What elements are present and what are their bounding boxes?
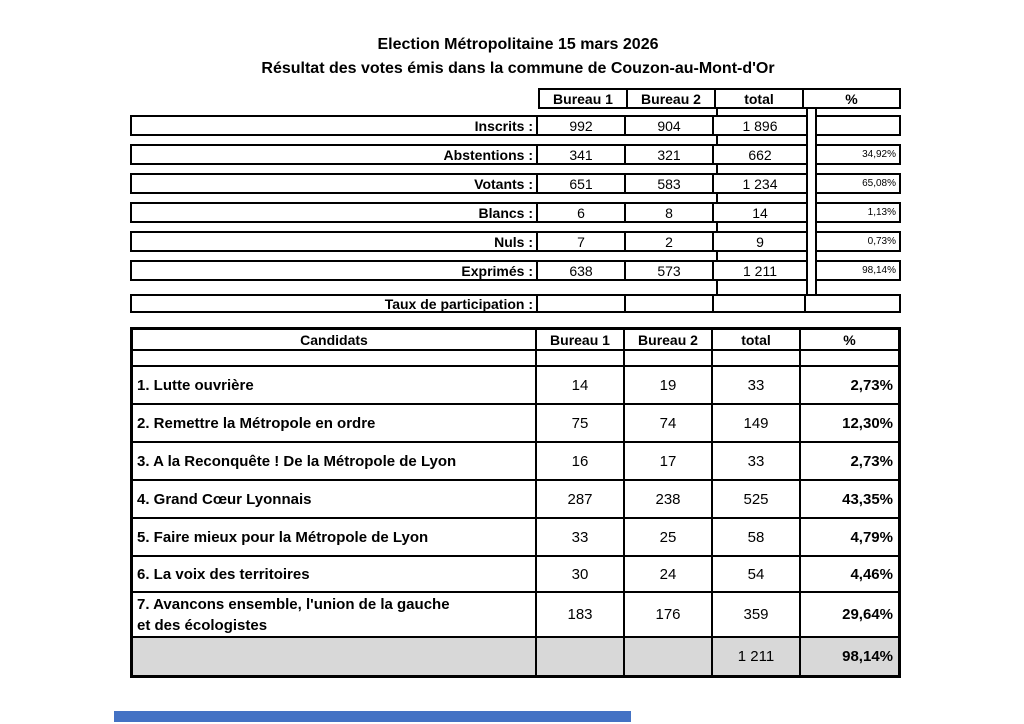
nuls-label: Nuls :: [494, 233, 533, 250]
total-row-total-value: 1 211: [713, 638, 801, 675]
nuls-bureau2: 2: [624, 233, 712, 250]
candidate-4-bureau2: 238: [625, 481, 713, 517]
candidate-2-bureau2: 74: [625, 405, 713, 441]
total-row-bureau2-cell: [625, 638, 713, 675]
summary-row-exprimes: [130, 260, 808, 281]
blancs-total: 14: [712, 204, 806, 221]
exprimes-label: Exprimés :: [461, 262, 533, 279]
summary-row-nuls: [130, 231, 808, 252]
summary-header-row: [538, 88, 901, 109]
votants-bureau1: 651: [536, 175, 624, 192]
abstentions-bureau1: 341: [536, 146, 624, 163]
votants-label: Votants :: [474, 175, 533, 192]
nuls-bureau1: 7: [536, 233, 624, 250]
votants-total: 1 234: [712, 175, 806, 192]
candidates-header-bureau2: Bureau 2: [625, 330, 713, 349]
candidates-table: [130, 327, 901, 678]
exprimes-percent-cell: 98,14%: [815, 260, 901, 281]
inscrits-bureau1: 992: [536, 117, 624, 134]
candidates-header-percent: %: [843, 331, 856, 348]
candidate-3-bureau2: 17: [625, 443, 713, 479]
candidate-row-3: [133, 443, 898, 481]
candidate-3-percent: 2,73%: [850, 452, 893, 470]
candidate-row-4: [133, 481, 898, 519]
abstentions-bureau2: 321: [624, 146, 712, 163]
candidate-7-label: 7. Avancons ensemble, l'union de la gauche et des écologistes: [133, 593, 537, 636]
candidate-2-total: 149: [713, 405, 801, 441]
nuls-total: 9: [712, 233, 806, 250]
candidate-7-bureau1: 183: [537, 593, 625, 636]
candidate-6-percent: 4,46%: [850, 565, 893, 583]
candidate-4-label: 4. Grand Cœur Lyonnais: [133, 481, 537, 517]
candidate-row-7: [133, 593, 898, 638]
candidate-7-bureau2: 176: [625, 593, 713, 636]
summary-row-votants: [130, 173, 808, 194]
candidate-6-bureau2: 24: [625, 557, 713, 591]
candidate-row-2: [133, 405, 898, 443]
candidate-1-percent: 2,73%: [850, 376, 893, 394]
candidate-6-total: 54: [713, 557, 801, 591]
abstentions-total: 662: [712, 146, 806, 163]
exprimes-total: 1 211: [712, 262, 806, 279]
candidate-1-bureau1: 14: [537, 367, 625, 403]
total-row-label-cell: [133, 638, 537, 675]
candidate-3-label: 3. A la Reconquête ! De la Métropole de Lyon: [133, 443, 537, 479]
exprimes-bureau1: 638: [536, 262, 624, 279]
candidate-6-label: 6. La voix des territoires: [133, 557, 537, 591]
candidate-7-percent: 29,64%: [842, 606, 893, 623]
candidates-spacer-row: [133, 351, 898, 367]
candidate-6-bureau1: 30: [537, 557, 625, 591]
candidate-5-label: 5. Faire mieux pour la Métropole de Lyon: [133, 519, 537, 555]
candidate-5-bureau2: 25: [625, 519, 713, 555]
candidate-5-bureau1: 33: [537, 519, 625, 555]
page-title-line1: Election Métropolitaine 15 mars 2026: [377, 36, 659, 53]
candidates-total-row: [133, 638, 898, 675]
candidate-1-total: 33: [713, 367, 801, 403]
blancs-bureau2: 8: [624, 204, 712, 221]
candidates-header-row: [133, 330, 898, 351]
header-bureau2: Bureau 2: [628, 90, 716, 107]
candidate-1-bureau2: 19: [625, 367, 713, 403]
candidate-row-1: [133, 367, 898, 405]
participation-bureau1-cell: [536, 296, 624, 311]
inscrits-bureau2: 904: [624, 117, 712, 134]
summary-row-inscrits: [130, 115, 808, 136]
header-percent: %: [845, 90, 858, 107]
summary-row-participation: [130, 294, 901, 313]
abstentions-label: Abstentions :: [443, 146, 533, 163]
candidates-header-bureau1: Bureau 1: [537, 330, 625, 349]
candidate-row-5: [133, 519, 898, 557]
abstentions-percent-cell: 34,92%: [815, 144, 901, 165]
candidate-row-6: [133, 557, 898, 593]
bottom-blue-bar: [114, 711, 631, 722]
candidate-4-bureau1: 287: [537, 481, 625, 517]
candidate-2-label: 2. Remettre la Métropole en ordre: [133, 405, 537, 441]
votants-percent-cell: 65,08%: [815, 173, 901, 194]
summary-row-blancs: [130, 202, 808, 223]
total-row-percent-value: 98,14%: [842, 648, 893, 665]
blancs-bureau1: 6: [536, 204, 624, 221]
page-title-line2: Résultat des votes émis dans la commune de Couzon-au-Mont-d'Or: [261, 60, 775, 77]
candidate-2-bureau1: 75: [537, 405, 625, 441]
participation-bureau2-cell: [624, 296, 712, 311]
inscrits-percent-cell: [815, 115, 901, 136]
participation-total-cell: [712, 296, 804, 311]
inscrits-label: Inscrits :: [474, 117, 533, 134]
candidate-2-percent: 12,30%: [842, 414, 893, 432]
participation-label: Taux de participation :: [384, 295, 533, 312]
participation-percent-cell: [804, 296, 899, 311]
candidate-5-percent: 4,79%: [850, 528, 893, 546]
candidate-4-total: 525: [713, 481, 801, 517]
blancs-label: Blancs :: [478, 204, 533, 221]
candidate-4-percent: 43,35%: [842, 490, 893, 508]
candidates-header-total: total: [713, 330, 801, 349]
nuls-percent-cell: 0,73%: [815, 231, 901, 252]
header-total: total: [716, 90, 804, 107]
inscrits-total: 1 896: [712, 117, 806, 134]
total-row-bureau1-cell: [537, 638, 625, 675]
summary-row-abstentions: [130, 144, 808, 165]
header-bureau1: Bureau 1: [540, 90, 628, 107]
votants-bureau2: 583: [624, 175, 712, 192]
candidate-1-label: 1. Lutte ouvrière: [133, 367, 537, 403]
exprimes-bureau2: 573: [624, 262, 712, 279]
candidate-5-total: 58: [713, 519, 801, 555]
blancs-percent-cell: 1,13%: [815, 202, 901, 223]
candidate-3-bureau1: 16: [537, 443, 625, 479]
candidate-3-total: 33: [713, 443, 801, 479]
candidates-header-label: Candidats: [133, 330, 537, 349]
candidate-7-total: 359: [713, 593, 801, 636]
